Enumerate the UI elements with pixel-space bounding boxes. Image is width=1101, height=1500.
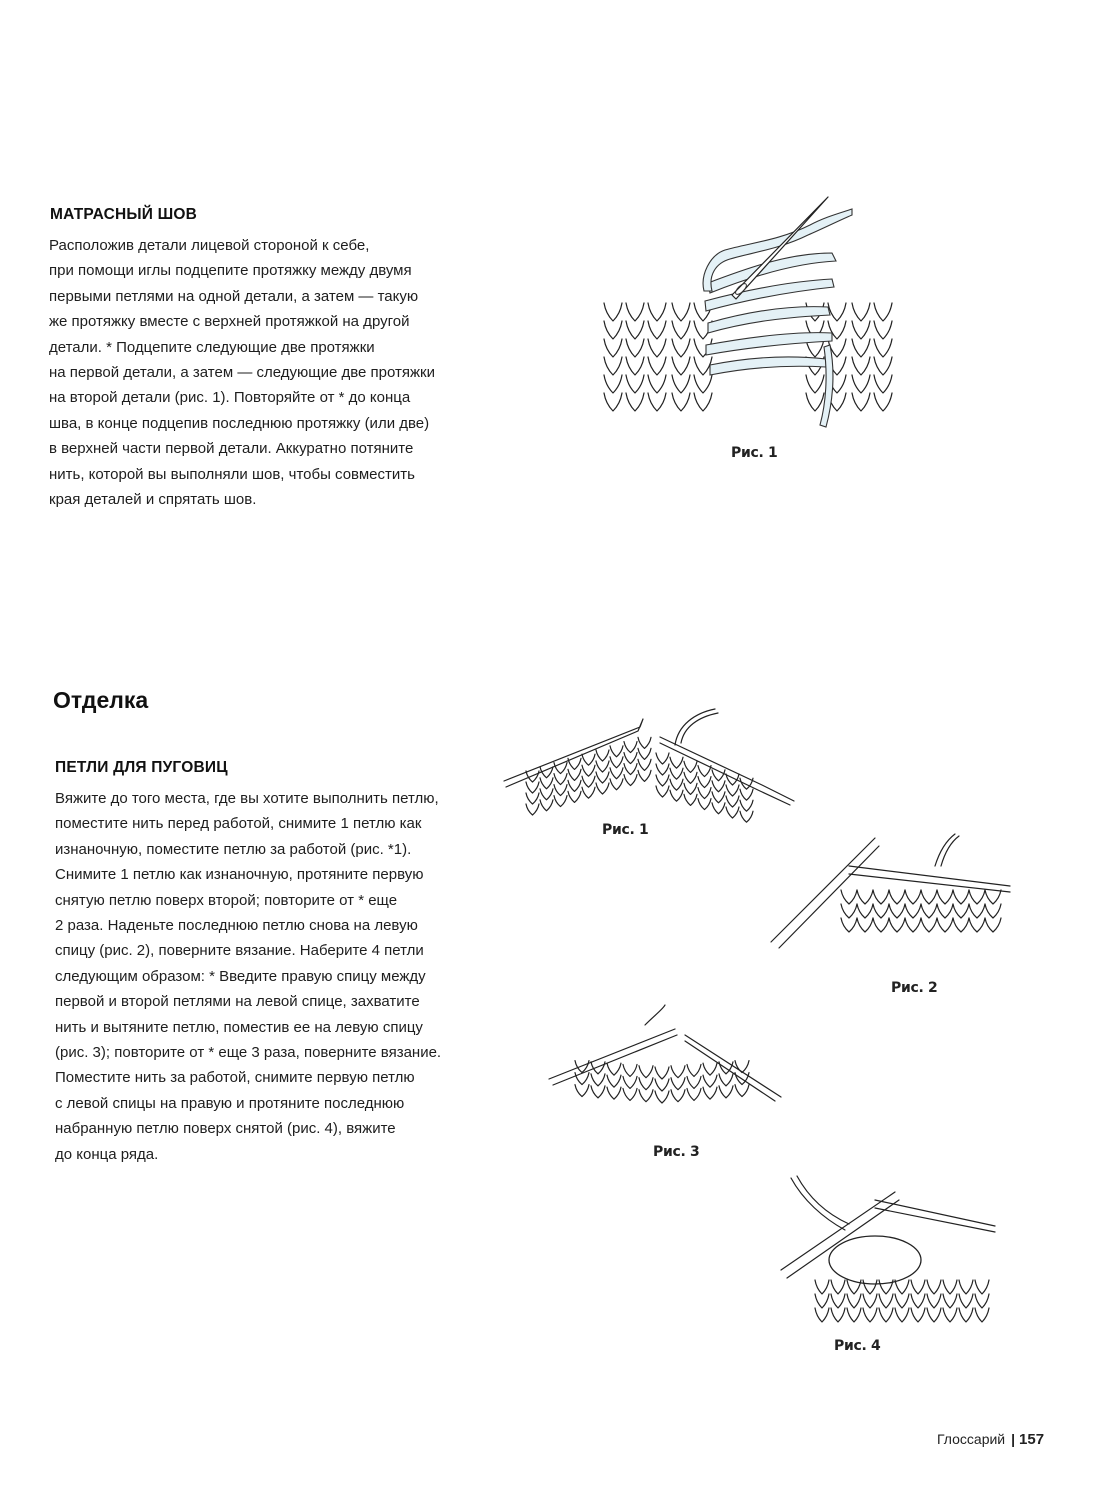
knit-stitch: [712, 803, 725, 814]
text-line: (рис. 3); повторите от * еще 3 раза, поверните вязание.: [55, 1044, 442, 1062]
knit-stitch: [879, 1308, 893, 1322]
knit-stitch: [911, 1308, 925, 1322]
knit-stitch: [806, 375, 824, 393]
knit-stitch: [648, 393, 666, 411]
knit-stitch: [604, 303, 622, 321]
knit-stitch: [638, 737, 651, 748]
knit-stitch: [526, 804, 539, 815]
knit-stitch: [694, 393, 712, 411]
knit-stitch: [624, 753, 637, 764]
knit-stitch: [847, 1294, 861, 1308]
knit-stitch: [656, 753, 669, 764]
knit-stitch: [698, 799, 711, 810]
knit-stitch: [672, 357, 690, 375]
knit-stitch: [626, 339, 644, 357]
knit-stitch: [828, 303, 846, 321]
knit-stitch: [831, 1280, 845, 1294]
knit-stitch: [604, 339, 622, 357]
knit-stitch: [841, 918, 857, 932]
knit-stitch: [610, 779, 623, 790]
knit-stitch: [943, 1308, 957, 1322]
knit-stitch: [596, 772, 609, 783]
knit-stitch: [943, 1280, 957, 1294]
knit-stitch: [591, 1074, 605, 1086]
text-line: 2 раза. Наденьте последнюю петлю снова на левую: [55, 917, 418, 935]
knit-stitch: [623, 1088, 637, 1100]
knit-stitch: [905, 890, 921, 904]
knit-stitch: [943, 1294, 957, 1308]
knit-stitch: [540, 800, 553, 811]
knit-stitch: [969, 904, 985, 918]
footer-separator: |: [1011, 1431, 1016, 1447]
knit-stitch: [656, 786, 669, 797]
text-line: снятую петлю поверх второй; повторите от * еще: [55, 891, 398, 909]
knit-stitch: [735, 1061, 749, 1073]
knit-stitch: [604, 321, 622, 339]
knit-stitch: [953, 918, 969, 932]
knit-stitch: [740, 811, 753, 822]
knit-stitch: [596, 783, 609, 794]
knit-stitch: [687, 1088, 701, 1100]
knit-stitch: [879, 1294, 893, 1308]
knit-stitch: [626, 375, 644, 393]
knit-stitch: [911, 1294, 925, 1308]
knit-stitch: [526, 793, 539, 804]
knit-stitch: [670, 768, 683, 779]
knit-stitch: [874, 375, 892, 393]
text-line: края деталей и спрятать шов.: [49, 491, 257, 509]
knit-stitch: [889, 890, 905, 904]
knit-stitch: [554, 796, 567, 807]
knit-stitch: [927, 1294, 941, 1308]
knit-stitch: [672, 339, 690, 357]
knit-stitch: [624, 742, 637, 753]
knit-stitch: [841, 890, 857, 904]
buttonholes-heading: ПЕТЛИ ДЛЯ ПУГОВИЦ: [55, 759, 228, 776]
knit-stitch: [852, 375, 870, 393]
knit-stitch: [905, 904, 921, 918]
page-number: 157: [1019, 1431, 1045, 1448]
knit-stitch: [648, 303, 666, 321]
knit-stitch: [889, 918, 905, 932]
knit-stitch: [806, 393, 824, 411]
knit-stitch: [719, 1086, 733, 1098]
knit-stitch: [927, 1280, 941, 1294]
knit-stitch: [703, 1075, 717, 1087]
knit-stitch: [626, 393, 644, 411]
text-line: Снимите 1 петлю как изнаночную, протяните первую: [55, 866, 424, 884]
knit-stitch: [568, 780, 581, 791]
mattress-stitch-heading: МАТРАСНЫЙ ШОВ: [50, 206, 198, 223]
knit-stitch: [575, 1073, 589, 1085]
knit-stitch: [648, 357, 666, 375]
knit-stitch: [684, 772, 697, 783]
knit-stitch: [656, 775, 669, 786]
knit-stitch: [831, 1308, 845, 1322]
knit-stitch: [895, 1308, 909, 1322]
text-line: Вяжите до того места, где вы хотите выполнить петлю,: [55, 790, 439, 807]
knit-stitch: [847, 1308, 861, 1322]
text-line: Расположив детали лицевой стороной к себе,: [49, 237, 370, 254]
text-line: набранную петлю поверх снятой (рис. 4), вяжите: [55, 1120, 396, 1138]
buttonhole-figure-4: [775, 1170, 1000, 1330]
knit-stitch: [582, 776, 595, 787]
knit-stitch: [841, 904, 857, 918]
knit-stitch: [639, 1066, 653, 1078]
knit-stitch: [526, 771, 539, 782]
knit-stitch: [694, 375, 712, 393]
text-line: нить, которой вы выполняли шов, чтобы совместить: [49, 465, 415, 483]
knit-stitch: [694, 357, 712, 375]
buttonhole-figure-3: [545, 1005, 785, 1125]
knit-stitch: [604, 357, 622, 375]
knit-stitch: [687, 1064, 701, 1076]
knit-stitch: [959, 1294, 973, 1308]
mattress-stitch-text: [49, 233, 435, 512]
knit-stitch: [873, 918, 889, 932]
knit-stitch: [698, 777, 711, 788]
knit-stitch: [873, 904, 889, 918]
knit-stitch: [895, 1294, 909, 1308]
text-line: детали. * Подцепите следующие две протяжки: [49, 338, 375, 356]
knit-stitch: [985, 918, 1001, 932]
knit-stitch: [911, 1280, 925, 1294]
knit-stitch: [852, 357, 870, 375]
knit-stitch: [582, 765, 595, 776]
knit-stitch: [863, 1308, 877, 1322]
knit-stitch: [937, 904, 953, 918]
knit-stitch: [985, 904, 1001, 918]
text-line: с левой спицы на правую и протяните последнюю: [55, 1094, 405, 1112]
mattress-stitch-illustration: [600, 195, 900, 425]
knit-stitch: [670, 757, 683, 768]
knit-stitch: [582, 754, 595, 765]
knit-stitch: [740, 800, 753, 811]
knit-stitch: [735, 1085, 749, 1097]
text-line: до конца ряда.: [55, 1145, 159, 1163]
knit-stitches: [526, 737, 753, 822]
knit-stitch: [703, 1063, 717, 1075]
buttonholes-text: [55, 786, 441, 1167]
knit-stitch: [895, 1280, 909, 1294]
knit-stitch: [554, 774, 567, 785]
figure-caption-buttonhole-3: Рис. 3: [653, 1144, 700, 1160]
knit-stitch: [852, 339, 870, 357]
knit-stitch: [975, 1294, 989, 1308]
knit-stitch: [975, 1308, 989, 1322]
seam-threads: [703, 209, 852, 427]
knit-stitch: [684, 794, 697, 805]
knit-stitch: [687, 1076, 701, 1088]
knit-stitch: [639, 1078, 653, 1090]
knit-stitch: [623, 1076, 637, 1088]
knit-stitches: [841, 890, 1001, 932]
knit-stitch: [698, 766, 711, 777]
knit-stitch: [874, 393, 892, 411]
knit-stitch: [857, 918, 873, 932]
knit-stitch: [726, 796, 739, 807]
knit-fabric-left: [604, 303, 712, 411]
knit-stitch: [626, 357, 644, 375]
knit-stitch: [874, 303, 892, 321]
knit-stitch: [726, 807, 739, 818]
knit-stitch: [623, 1064, 637, 1076]
knit-stitch: [889, 904, 905, 918]
text-line: при помощи иглы подцепите протяжку между двумя: [49, 262, 412, 280]
knit-stitch: [639, 1090, 653, 1102]
knit-stitch: [921, 904, 937, 918]
knit-stitch: [703, 1087, 717, 1099]
knit-stitch: [852, 393, 870, 411]
knit-stitch: [638, 759, 651, 770]
knit-stitch: [959, 1308, 973, 1322]
knit-stitch: [638, 748, 651, 759]
text-line: поместите нить перед работой, снимите 1 петлю как: [55, 815, 422, 833]
text-line: на первой детали, а затем — следующие две протяжки: [49, 364, 435, 382]
knit-stitch: [815, 1294, 829, 1308]
buttonhole-figure-1: [500, 705, 800, 815]
knit-stitch: [712, 792, 725, 803]
knit-stitch: [726, 785, 739, 796]
knit-stitch: [672, 393, 690, 411]
knit-stitch: [626, 321, 644, 339]
knit-stitch: [815, 1308, 829, 1322]
knit-stitch: [540, 789, 553, 800]
knit-stitch: [624, 775, 637, 786]
knit-stitch: [953, 904, 969, 918]
knit-stitch: [672, 303, 690, 321]
knit-stitch: [607, 1063, 621, 1075]
knit-stitch: [607, 1075, 621, 1087]
knit-stitch: [655, 1079, 669, 1091]
knit-stitch: [953, 890, 969, 904]
knit-stitches: [815, 1280, 989, 1322]
knit-stitch: [540, 778, 553, 789]
text-line: изнаночную, поместите петлю за работой (рис. *1).: [55, 840, 412, 858]
buttonhole-figure-2: [765, 830, 1015, 950]
figure-caption-mattress-1: Рис. 1: [731, 445, 778, 461]
knit-stitch: [655, 1067, 669, 1079]
knit-stitch: [526, 782, 539, 793]
knit-stitch: [937, 890, 953, 904]
figure-caption-buttonhole-2: Рис. 2: [891, 980, 938, 996]
text-line: в верхней части первой детали. Аккуратно потяните: [49, 440, 414, 458]
knit-stitch: [568, 769, 581, 780]
text-line: следующим образом: * Введите правую спицу между: [55, 967, 426, 985]
knit-stitch: [610, 768, 623, 779]
knit-stitch: [985, 890, 1001, 904]
knit-stitch: [975, 1280, 989, 1294]
knit-stitch: [959, 1280, 973, 1294]
text-line: спицу (рис. 2), поверните вязание. Наберите 4 петли: [55, 942, 424, 960]
knit-stitch: [852, 321, 870, 339]
page-footer: [937, 1431, 1044, 1448]
knit-stitch: [656, 764, 669, 775]
knit-stitch: [672, 321, 690, 339]
knit-stitch: [604, 393, 622, 411]
text-line: первой и второй петлями на левой спице, захватите: [55, 993, 420, 1011]
knit-stitch: [626, 303, 644, 321]
knit-stitch: [638, 770, 651, 781]
knit-stitch: [655, 1091, 669, 1103]
knit-stitch: [610, 757, 623, 768]
figure-caption-buttonhole-1: Рис. 1: [602, 822, 649, 838]
knit-stitch: [857, 890, 873, 904]
knit-stitch: [857, 904, 873, 918]
knit-stitch: [648, 321, 666, 339]
knit-stitch: [969, 918, 985, 932]
knit-stitch: [554, 785, 567, 796]
text-line: Поместите нить за работой, снимите первую петлю: [55, 1069, 415, 1087]
knit-stitch: [607, 1087, 621, 1099]
knit-stitch: [852, 303, 870, 321]
knit-stitch: [863, 1294, 877, 1308]
knit-stitch: [575, 1085, 589, 1097]
text-line: на второй детали (рис. 1). Повторяйте от * до конца: [49, 389, 411, 407]
knit-stitch: [874, 339, 892, 357]
knit-stitch: [905, 918, 921, 932]
knit-stitch: [568, 791, 581, 802]
knit-stitch: [684, 783, 697, 794]
knit-stitch: [648, 375, 666, 393]
text-line: шва, в конце подцепив последнюю протяжку (или две): [49, 414, 430, 432]
knit-stitch: [937, 918, 953, 932]
knit-stitch: [927, 1308, 941, 1322]
knit-stitch: [670, 790, 683, 801]
text-line: нить и вытяните петлю, поместив ее на левую спицу: [55, 1018, 423, 1036]
knit-stitch: [648, 339, 666, 357]
section-title-finishing: Отделка: [53, 687, 149, 713]
knit-stitch: [740, 789, 753, 800]
knit-stitch: [874, 357, 892, 375]
knit-stitch: [921, 890, 937, 904]
knit-stitch: [582, 787, 595, 798]
knit-stitch: [604, 375, 622, 393]
knit-stitch: [672, 375, 690, 393]
knit-stitch: [610, 746, 623, 757]
text-line: первыми петлями на одной детали, а затем — такую: [49, 287, 419, 305]
knit-stitch: [719, 1074, 733, 1086]
knit-stitch: [671, 1066, 685, 1078]
footer-section-name: Глоссарий: [937, 1431, 1006, 1447]
knit-stitch: [969, 890, 985, 904]
text-line: же протяжку вместе с верхней протяжкой на другой: [49, 313, 410, 331]
figure-caption-buttonhole-4: Рис. 4: [834, 1338, 881, 1354]
knit-fabric-right: [806, 303, 892, 411]
knit-stitch: [921, 918, 937, 932]
knit-stitch: [874, 321, 892, 339]
knit-stitch: [596, 761, 609, 772]
knit-stitch: [591, 1062, 605, 1074]
knit-stitch: [624, 764, 637, 775]
knit-stitch: [596, 750, 609, 761]
knit-stitch: [671, 1078, 685, 1090]
knit-stitch: [815, 1280, 829, 1294]
knit-stitch: [831, 1294, 845, 1308]
knit-stitch: [671, 1090, 685, 1102]
knit-stitch: [670, 779, 683, 790]
knit-stitch: [591, 1086, 605, 1098]
knit-stitch: [873, 890, 889, 904]
knit-stitch: [712, 781, 725, 792]
knit-stitch: [684, 761, 697, 772]
knit-stitch: [698, 788, 711, 799]
